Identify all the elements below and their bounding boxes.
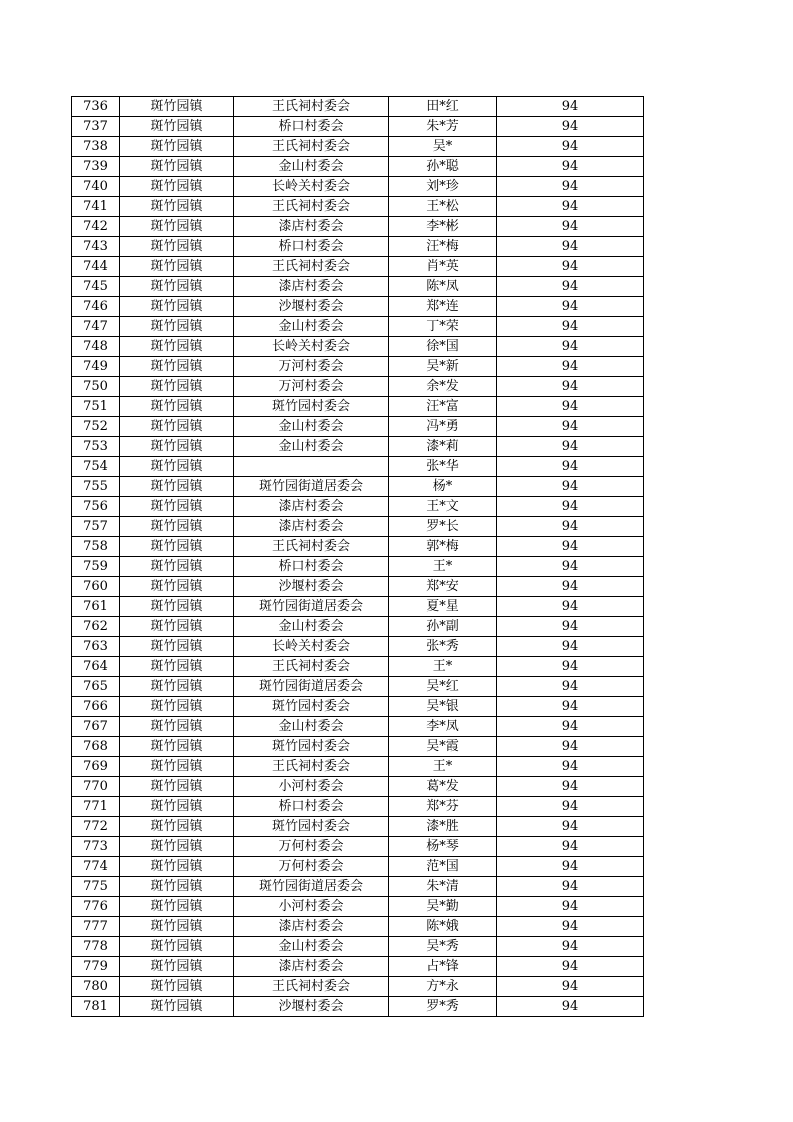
person-name-cell: 郑*连 <box>389 297 497 317</box>
row-number-cell: 763 <box>72 637 120 657</box>
town-cell: 斑竹园镇 <box>120 637 234 657</box>
town-cell: 斑竹园镇 <box>120 197 234 217</box>
village-committee-cell: 王氏祠村委会 <box>234 257 389 277</box>
table-row <box>72 817 644 837</box>
village-committee-cell: 金山村委会 <box>234 617 389 637</box>
table-row <box>72 557 644 577</box>
person-name-cell: 冯*勇 <box>389 417 497 437</box>
score-cell: 94 <box>497 857 644 877</box>
village-committee-cell: 桥口村委会 <box>234 237 389 257</box>
table-row <box>72 157 644 177</box>
row-number-cell: 754 <box>72 457 120 477</box>
town-cell: 斑竹园镇 <box>120 997 234 1017</box>
town-cell: 斑竹园镇 <box>120 157 234 177</box>
score-cell: 94 <box>497 617 644 637</box>
village-committee-cell: 漆店村委会 <box>234 917 389 937</box>
row-number-cell: 776 <box>72 897 120 917</box>
town-cell: 斑竹园镇 <box>120 777 234 797</box>
town-cell: 斑竹园镇 <box>120 177 234 197</box>
table-row <box>72 197 644 217</box>
table-row <box>72 797 644 817</box>
person-name-cell: 罗*秀 <box>389 997 497 1017</box>
row-number-cell: 773 <box>72 837 120 857</box>
row-number-cell: 769 <box>72 757 120 777</box>
person-name-cell: 汪*梅 <box>389 237 497 257</box>
score-cell: 94 <box>497 937 644 957</box>
person-name-cell: 吴*霞 <box>389 737 497 757</box>
person-name-cell: 田*红 <box>389 97 497 117</box>
score-cell: 94 <box>497 837 644 857</box>
person-name-cell: 丁*荣 <box>389 317 497 337</box>
village-committee-cell: 王氏祠村委会 <box>234 537 389 557</box>
score-cell: 94 <box>497 237 644 257</box>
row-number-cell: 749 <box>72 357 120 377</box>
table-row <box>72 877 644 897</box>
table-row <box>72 497 644 517</box>
person-name-cell: 郑*安 <box>389 577 497 597</box>
row-number-cell: 757 <box>72 517 120 537</box>
score-cell: 94 <box>497 157 644 177</box>
village-committee-cell: 王氏祠村委会 <box>234 97 389 117</box>
person-name-cell: 范*国 <box>389 857 497 877</box>
person-name-cell: 余*发 <box>389 377 497 397</box>
person-name-cell: 吴*银 <box>389 697 497 717</box>
score-cell: 94 <box>497 577 644 597</box>
score-cell: 94 <box>497 917 644 937</box>
village-committee-cell: 王氏祠村委会 <box>234 657 389 677</box>
score-cell: 94 <box>497 397 644 417</box>
person-name-cell: 汪*富 <box>389 397 497 417</box>
table-row <box>72 517 644 537</box>
village-committee-cell: 王氏祠村委会 <box>234 137 389 157</box>
table-row <box>72 117 644 137</box>
row-number-cell: 742 <box>72 217 120 237</box>
person-name-cell: 肖*英 <box>389 257 497 277</box>
person-name-cell: 郭*梅 <box>389 537 497 557</box>
score-cell: 94 <box>497 957 644 977</box>
score-cell: 94 <box>497 437 644 457</box>
town-cell: 斑竹园镇 <box>120 837 234 857</box>
village-committee-cell: 桥口村委会 <box>234 557 389 577</box>
row-number-cell: 771 <box>72 797 120 817</box>
person-name-cell: 吴*秀 <box>389 937 497 957</box>
score-cell: 94 <box>497 557 644 577</box>
score-cell: 94 <box>497 317 644 337</box>
town-cell: 斑竹园镇 <box>120 517 234 537</box>
row-number-cell: 748 <box>72 337 120 357</box>
score-cell: 94 <box>497 797 644 817</box>
person-name-cell: 孙*副 <box>389 617 497 637</box>
town-cell: 斑竹园镇 <box>120 257 234 277</box>
town-cell: 斑竹园镇 <box>120 117 234 137</box>
village-committee-cell: 沙堰村委会 <box>234 577 389 597</box>
table-row <box>72 857 644 877</box>
village-committee-cell: 金山村委会 <box>234 417 389 437</box>
score-cell: 94 <box>497 477 644 497</box>
row-number-cell: 755 <box>72 477 120 497</box>
town-cell: 斑竹园镇 <box>120 957 234 977</box>
score-cell: 94 <box>497 277 644 297</box>
person-name-cell: 朱*清 <box>389 877 497 897</box>
row-number-cell: 781 <box>72 997 120 1017</box>
village-committee-cell: 沙堰村委会 <box>234 997 389 1017</box>
person-name-cell: 罗*长 <box>389 517 497 537</box>
table-row <box>72 477 644 497</box>
village-committee-cell: 万河村委会 <box>234 357 389 377</box>
score-cell: 94 <box>497 217 644 237</box>
table-row <box>72 937 644 957</box>
table-row <box>72 617 644 637</box>
village-committee-cell: 金山村委会 <box>234 717 389 737</box>
table-row <box>72 757 644 777</box>
village-committee-cell: 斑竹园街道居委会 <box>234 477 389 497</box>
score-cell: 94 <box>497 597 644 617</box>
village-committee-cell: 斑竹园村委会 <box>234 817 389 837</box>
town-cell: 斑竹园镇 <box>120 937 234 957</box>
table-row <box>72 637 644 657</box>
row-number-cell: 751 <box>72 397 120 417</box>
town-cell: 斑竹园镇 <box>120 697 234 717</box>
person-name-cell: 漆*胜 <box>389 817 497 837</box>
row-number-cell: 761 <box>72 597 120 617</box>
town-cell: 斑竹园镇 <box>120 797 234 817</box>
town-cell: 斑竹园镇 <box>120 577 234 597</box>
row-number-cell: 780 <box>72 977 120 997</box>
town-cell: 斑竹园镇 <box>120 457 234 477</box>
person-name-cell: 陈*凤 <box>389 277 497 297</box>
village-committee-cell: 漆店村委会 <box>234 277 389 297</box>
town-cell: 斑竹园镇 <box>120 477 234 497</box>
village-committee-cell: 桥口村委会 <box>234 797 389 817</box>
score-cell: 94 <box>497 637 644 657</box>
town-cell: 斑竹园镇 <box>120 97 234 117</box>
row-number-cell: 774 <box>72 857 120 877</box>
village-committee-cell: 金山村委会 <box>234 437 389 457</box>
row-number-cell: 747 <box>72 317 120 337</box>
person-name-cell: 郑*芬 <box>389 797 497 817</box>
table-row <box>72 677 644 697</box>
village-committee-cell: 金山村委会 <box>234 317 389 337</box>
table-row <box>72 437 644 457</box>
person-name-cell: 吴*新 <box>389 357 497 377</box>
town-cell: 斑竹园镇 <box>120 437 234 457</box>
row-number-cell: 760 <box>72 577 120 597</box>
row-number-cell: 758 <box>72 537 120 557</box>
town-cell: 斑竹园镇 <box>120 397 234 417</box>
village-committee-cell: 漆店村委会 <box>234 497 389 517</box>
person-name-cell: 朱*芳 <box>389 117 497 137</box>
village-committee-cell: 斑竹园街道居委会 <box>234 597 389 617</box>
score-cell: 94 <box>497 977 644 997</box>
row-number-cell: 756 <box>72 497 120 517</box>
table-row <box>72 997 644 1017</box>
village-committee-cell: 斑竹园街道居委会 <box>234 877 389 897</box>
person-name-cell: 王*文 <box>389 497 497 517</box>
score-cell: 94 <box>497 777 644 797</box>
table-row <box>72 297 644 317</box>
town-cell: 斑竹园镇 <box>120 217 234 237</box>
village-committee-cell: 王氏祠村委会 <box>234 977 389 997</box>
village-committee-cell: 万河村委会 <box>234 377 389 397</box>
village-committee-cell: 小河村委会 <box>234 897 389 917</box>
row-number-cell: 779 <box>72 957 120 977</box>
person-name-cell: 陈*娥 <box>389 917 497 937</box>
town-cell: 斑竹园镇 <box>120 357 234 377</box>
town-cell: 斑竹园镇 <box>120 377 234 397</box>
town-cell: 斑竹园镇 <box>120 297 234 317</box>
town-cell: 斑竹园镇 <box>120 717 234 737</box>
row-number-cell: 765 <box>72 677 120 697</box>
village-committee-cell: 沙堰村委会 <box>234 297 389 317</box>
person-name-cell: 吴*红 <box>389 677 497 697</box>
data-table <box>71 96 644 1017</box>
score-cell: 94 <box>497 677 644 697</box>
village-committee-cell: 金山村委会 <box>234 937 389 957</box>
table-row <box>72 657 644 677</box>
village-committee-cell: 金山村委会 <box>234 157 389 177</box>
row-number-cell: 775 <box>72 877 120 897</box>
person-name-cell: 夏*星 <box>389 597 497 617</box>
village-committee-cell: 小河村委会 <box>234 777 389 797</box>
row-number-cell: 759 <box>72 557 120 577</box>
village-committee-cell: 王氏祠村委会 <box>234 197 389 217</box>
person-name-cell: 王* <box>389 757 497 777</box>
person-name-cell: 王* <box>389 557 497 577</box>
score-cell: 94 <box>497 297 644 317</box>
row-number-cell: 741 <box>72 197 120 217</box>
row-number-cell: 750 <box>72 377 120 397</box>
score-cell: 94 <box>497 897 644 917</box>
table-row <box>72 377 644 397</box>
score-cell: 94 <box>497 177 644 197</box>
town-cell: 斑竹园镇 <box>120 337 234 357</box>
table-row <box>72 717 644 737</box>
score-cell: 94 <box>497 357 644 377</box>
person-name-cell: 吴*勤 <box>389 897 497 917</box>
town-cell: 斑竹园镇 <box>120 757 234 777</box>
table-row <box>72 177 644 197</box>
score-cell: 94 <box>497 197 644 217</box>
table-row <box>72 217 644 237</box>
table-row <box>72 337 644 357</box>
score-cell: 94 <box>497 697 644 717</box>
row-number-cell: 772 <box>72 817 120 837</box>
row-number-cell: 768 <box>72 737 120 757</box>
town-cell: 斑竹园镇 <box>120 977 234 997</box>
row-number-cell: 743 <box>72 237 120 257</box>
person-name-cell: 李*凤 <box>389 717 497 737</box>
village-committee-cell: 漆店村委会 <box>234 517 389 537</box>
table-row <box>72 97 644 117</box>
village-committee-cell: 斑竹园村委会 <box>234 397 389 417</box>
person-name-cell: 漆*莉 <box>389 437 497 457</box>
table-row <box>72 597 644 617</box>
town-cell: 斑竹园镇 <box>120 917 234 937</box>
table-row <box>72 237 644 257</box>
table-row <box>72 917 644 937</box>
town-cell: 斑竹园镇 <box>120 537 234 557</box>
score-cell: 94 <box>497 137 644 157</box>
town-cell: 斑竹园镇 <box>120 737 234 757</box>
row-number-cell: 740 <box>72 177 120 197</box>
town-cell: 斑竹园镇 <box>120 417 234 437</box>
person-name-cell: 刘*珍 <box>389 177 497 197</box>
town-cell: 斑竹园镇 <box>120 497 234 517</box>
row-number-cell: 753 <box>72 437 120 457</box>
row-number-cell: 764 <box>72 657 120 677</box>
score-cell: 94 <box>497 757 644 777</box>
row-number-cell: 777 <box>72 917 120 937</box>
village-committee-cell: 长岭关村委会 <box>234 177 389 197</box>
village-committee-cell: 长岭关村委会 <box>234 637 389 657</box>
person-name-cell: 杨*琴 <box>389 837 497 857</box>
village-committee-cell: 斑竹园街道居委会 <box>234 677 389 697</box>
score-cell: 94 <box>497 117 644 137</box>
score-cell: 94 <box>497 517 644 537</box>
town-cell: 斑竹园镇 <box>120 597 234 617</box>
table-row <box>72 777 644 797</box>
row-number-cell: 746 <box>72 297 120 317</box>
row-number-cell: 762 <box>72 617 120 637</box>
row-number-cell: 770 <box>72 777 120 797</box>
table-row <box>72 357 644 377</box>
town-cell: 斑竹园镇 <box>120 557 234 577</box>
town-cell: 斑竹园镇 <box>120 657 234 677</box>
score-cell: 94 <box>497 257 644 277</box>
row-number-cell: 745 <box>72 277 120 297</box>
table-row <box>72 837 644 857</box>
village-committee-cell: 长岭关村委会 <box>234 337 389 357</box>
row-number-cell: 752 <box>72 417 120 437</box>
score-cell: 94 <box>497 657 644 677</box>
town-cell: 斑竹园镇 <box>120 897 234 917</box>
table-row <box>72 417 644 437</box>
village-committee-cell: 万何村委会 <box>234 837 389 857</box>
table-row <box>72 137 644 157</box>
town-cell: 斑竹园镇 <box>120 857 234 877</box>
town-cell: 斑竹园镇 <box>120 677 234 697</box>
score-cell: 94 <box>497 417 644 437</box>
person-name-cell: 王* <box>389 657 497 677</box>
person-name-cell: 李*彬 <box>389 217 497 237</box>
table-row <box>72 897 644 917</box>
table-row <box>72 257 644 277</box>
table-row <box>72 577 644 597</box>
town-cell: 斑竹园镇 <box>120 317 234 337</box>
person-name-cell: 王*松 <box>389 197 497 217</box>
table-row <box>72 737 644 757</box>
person-name-cell: 占*锋 <box>389 957 497 977</box>
score-cell: 94 <box>497 717 644 737</box>
person-name-cell: 吴* <box>389 137 497 157</box>
person-name-cell: 葛*发 <box>389 777 497 797</box>
table-row <box>72 317 644 337</box>
table-row <box>72 977 644 997</box>
person-name-cell: 张*华 <box>389 457 497 477</box>
score-cell: 94 <box>497 377 644 397</box>
row-number-cell: 737 <box>72 117 120 137</box>
table-row <box>72 397 644 417</box>
score-cell: 94 <box>497 457 644 477</box>
score-cell: 94 <box>497 537 644 557</box>
person-name-cell: 徐*国 <box>389 337 497 357</box>
score-cell: 94 <box>497 877 644 897</box>
score-cell: 94 <box>497 997 644 1017</box>
town-cell: 斑竹园镇 <box>120 617 234 637</box>
score-cell: 94 <box>497 817 644 837</box>
town-cell: 斑竹园镇 <box>120 817 234 837</box>
village-committee-cell <box>234 457 389 477</box>
village-committee-cell: 斑竹园村委会 <box>234 697 389 717</box>
score-cell: 94 <box>497 497 644 517</box>
score-cell: 94 <box>497 97 644 117</box>
table-row <box>72 697 644 717</box>
row-number-cell: 738 <box>72 137 120 157</box>
score-cell: 94 <box>497 737 644 757</box>
person-name-cell: 张*秀 <box>389 637 497 657</box>
town-cell: 斑竹园镇 <box>120 277 234 297</box>
table-row <box>72 277 644 297</box>
person-name-cell: 杨* <box>389 477 497 497</box>
table-body <box>72 97 644 1017</box>
table-row <box>72 457 644 477</box>
row-number-cell: 744 <box>72 257 120 277</box>
row-number-cell: 778 <box>72 937 120 957</box>
person-name-cell: 方*永 <box>389 977 497 997</box>
row-number-cell: 739 <box>72 157 120 177</box>
village-committee-cell: 漆店村委会 <box>234 957 389 977</box>
village-committee-cell: 王氏祠村委会 <box>234 757 389 777</box>
town-cell: 斑竹园镇 <box>120 237 234 257</box>
score-cell: 94 <box>497 337 644 357</box>
table-row <box>72 957 644 977</box>
row-number-cell: 767 <box>72 717 120 737</box>
person-name-cell: 孙*聪 <box>389 157 497 177</box>
village-committee-cell: 万何村委会 <box>234 857 389 877</box>
town-cell: 斑竹园镇 <box>120 877 234 897</box>
table-row <box>72 537 644 557</box>
row-number-cell: 766 <box>72 697 120 717</box>
town-cell: 斑竹园镇 <box>120 137 234 157</box>
village-committee-cell: 漆店村委会 <box>234 217 389 237</box>
row-number-cell: 736 <box>72 97 120 117</box>
village-committee-cell: 斑竹园村委会 <box>234 737 389 757</box>
village-committee-cell: 桥口村委会 <box>234 117 389 137</box>
